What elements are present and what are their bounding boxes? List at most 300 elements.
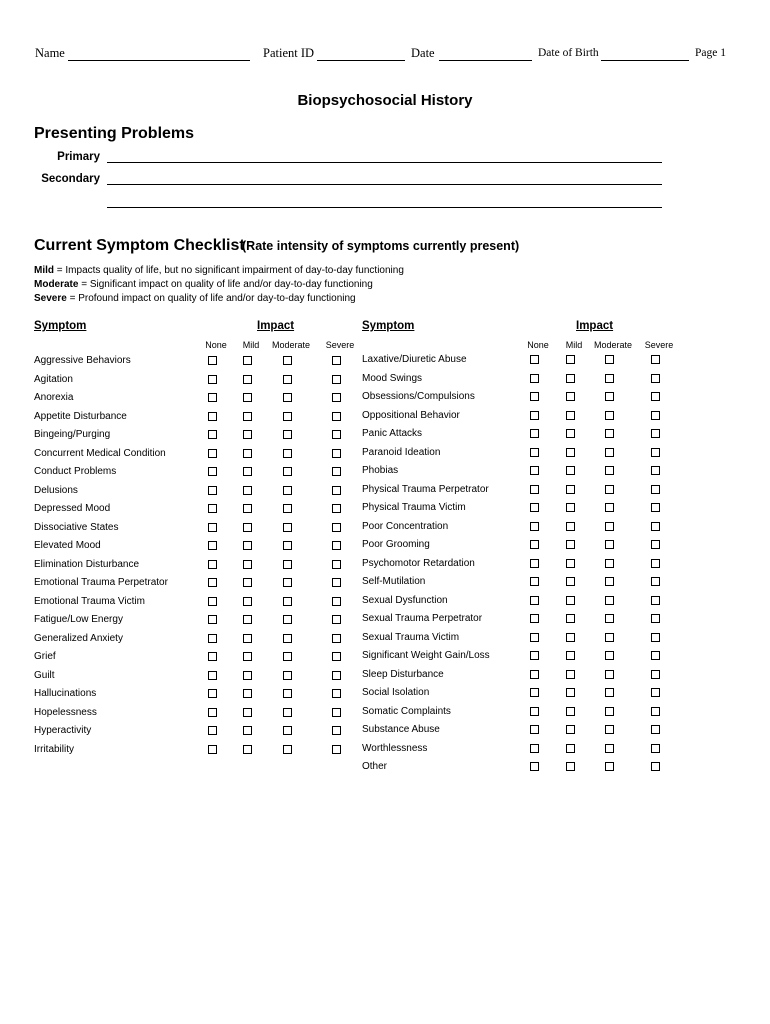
checkbox-none[interactable] — [208, 412, 217, 421]
checkbox-none[interactable] — [208, 375, 217, 384]
impact-level-left-1: Mild — [242, 340, 260, 350]
checkbox-mild[interactable] — [243, 486, 252, 495]
symptom-label: Delusions — [34, 484, 78, 496]
checkbox-moderate[interactable] — [283, 689, 292, 698]
checkbox-mild[interactable] — [243, 560, 252, 569]
checkbox-none[interactable] — [530, 577, 539, 586]
symptom-label: Elimination Disturbance — [34, 558, 140, 570]
symptom-row — [34, 633, 346, 651]
checkbox-mild[interactable] — [243, 652, 252, 661]
symptom-row — [34, 540, 346, 558]
impact-header-right: Impact — [576, 320, 614, 332]
checkbox-none[interactable] — [208, 597, 217, 606]
symptom-label: Mood Swings — [362, 372, 423, 384]
checkbox-moderate[interactable] — [283, 356, 292, 365]
symptom-row — [362, 650, 665, 668]
checkbox-mild[interactable] — [566, 670, 575, 679]
page-title: Biopsychosocial History — [297, 92, 473, 109]
checkbox-severe[interactable] — [651, 466, 660, 475]
checkbox-none[interactable] — [208, 449, 217, 458]
checkbox-mild[interactable] — [243, 708, 252, 717]
symptom-row — [34, 392, 346, 410]
symptom-row — [34, 725, 346, 743]
checkbox-severe[interactable] — [332, 375, 341, 384]
presenting-problems-heading: Presenting Problems — [34, 125, 195, 142]
symptom-row — [34, 522, 346, 540]
checkbox-mild[interactable] — [243, 726, 252, 735]
symptom-label: Hyperactivity — [34, 725, 92, 736]
checkbox-mild[interactable] — [243, 467, 252, 476]
checkbox-severe[interactable] — [651, 577, 660, 586]
checkbox-moderate[interactable] — [605, 503, 614, 512]
checkbox-mild[interactable] — [243, 578, 252, 587]
checkbox-none[interactable] — [530, 374, 539, 383]
symptom-row — [34, 577, 346, 595]
checkbox-none[interactable] — [208, 745, 217, 754]
checkbox-moderate[interactable] — [283, 671, 292, 680]
checkbox-moderate[interactable] — [605, 540, 614, 549]
checkbox-moderate[interactable] — [605, 374, 614, 383]
symptom-label: Emotional Trauma Perpetrator — [34, 577, 168, 588]
checkbox-mild[interactable] — [566, 392, 575, 401]
symptom-row — [362, 743, 665, 761]
checkbox-mild[interactable] — [566, 503, 575, 512]
checkbox-moderate[interactable] — [605, 466, 614, 475]
checkbox-severe[interactable] — [651, 374, 660, 383]
checkbox-severe[interactable] — [332, 652, 341, 661]
checkbox-mild[interactable] — [243, 597, 252, 606]
checkbox-severe[interactable] — [332, 504, 341, 513]
checklist-heading: Current Symptom Checklist — [34, 237, 245, 254]
checkbox-severe[interactable] — [651, 448, 660, 457]
symptom-row — [34, 466, 346, 484]
checkbox-severe[interactable] — [332, 578, 341, 587]
checkbox-none[interactable] — [530, 448, 539, 457]
symptom-row — [362, 632, 665, 650]
symptom-label: Concurrent Medical Condition — [34, 447, 166, 459]
symptom-row — [362, 391, 665, 409]
checkbox-severe[interactable] — [332, 615, 341, 624]
checkbox-severe[interactable] — [332, 430, 341, 439]
checkbox-none[interactable] — [208, 726, 217, 735]
checkbox-mild[interactable] — [566, 559, 575, 568]
symptom-label: Obsessions/Compulsions — [362, 391, 475, 402]
dob-label: Date of Birth — [538, 47, 599, 59]
symptom-label: Laxative/Diuretic Abuse — [362, 354, 467, 365]
checkbox-severe[interactable] — [332, 708, 341, 717]
symptom-label: Phobias — [362, 465, 399, 476]
symptom-row — [362, 687, 665, 705]
checkbox-moderate[interactable] — [283, 504, 292, 513]
checkbox-severe[interactable] — [651, 429, 660, 438]
checkbox-none[interactable] — [530, 633, 539, 642]
checkbox-severe[interactable] — [651, 392, 660, 401]
checkbox-none[interactable] — [208, 486, 217, 495]
checkbox-none[interactable] — [208, 689, 217, 698]
checkbox-mild[interactable] — [243, 615, 252, 624]
symptom-row — [34, 559, 346, 577]
checkbox-moderate[interactable] — [283, 652, 292, 661]
checkbox-moderate[interactable] — [605, 633, 614, 642]
symptom-label: Psychomotor Retardation — [362, 557, 475, 569]
symptom-label: Bingeing/Purging — [34, 429, 111, 440]
checkbox-severe[interactable] — [651, 485, 660, 494]
symptom-row — [362, 761, 665, 779]
checkbox-severe[interactable] — [651, 670, 660, 679]
checkbox-severe[interactable] — [651, 651, 660, 660]
checkbox-moderate[interactable] — [283, 467, 292, 476]
checkbox-severe[interactable] — [332, 541, 341, 550]
checkbox-severe[interactable] — [332, 671, 341, 680]
symptom-row — [362, 502, 665, 520]
checkbox-severe[interactable] — [332, 745, 341, 754]
checkbox-mild[interactable] — [566, 614, 575, 623]
form-header — [35, 46, 730, 64]
secondary-field-continued[interactable] — [107, 207, 662, 208]
checkbox-moderate[interactable] — [605, 559, 614, 568]
symptom-label: Other — [362, 761, 388, 772]
impact-level-right-1: Mild — [565, 340, 583, 350]
symptom-label: Elevated Mood — [34, 540, 101, 551]
checkbox-mild[interactable] — [243, 671, 252, 680]
checkbox-mild[interactable] — [243, 375, 252, 384]
symptom-row — [362, 465, 665, 483]
checkbox-severe[interactable] — [332, 486, 341, 495]
symptom-label: Sexual Dysfunction — [362, 594, 448, 606]
checkbox-mild[interactable] — [566, 429, 575, 438]
checkbox-moderate[interactable] — [605, 725, 614, 734]
symptom-label: Sexual Trauma Perpetrator — [362, 613, 483, 624]
checkbox-mild[interactable] — [566, 522, 575, 531]
checkbox-none[interactable] — [208, 541, 217, 550]
checkbox-severe[interactable] — [651, 355, 660, 364]
checkbox-none[interactable] — [208, 467, 217, 476]
checkbox-none[interactable] — [208, 356, 217, 365]
symptom-label: Grief — [34, 651, 56, 662]
checkbox-mild[interactable] — [566, 466, 575, 475]
symptom-label: Hallucinations — [34, 688, 97, 699]
checkbox-none[interactable] — [530, 725, 539, 734]
checkbox-severe[interactable] — [332, 560, 341, 569]
checkbox-none[interactable] — [530, 744, 539, 753]
checkbox-severe[interactable] — [332, 726, 341, 735]
checkbox-moderate[interactable] — [283, 578, 292, 587]
checkbox-moderate[interactable] — [283, 375, 292, 384]
checkbox-none[interactable] — [530, 503, 539, 512]
checkbox-moderate[interactable] — [605, 411, 614, 420]
symptom-row — [362, 484, 665, 502]
checkbox-mild[interactable] — [566, 725, 575, 734]
checkbox-mild[interactable] — [243, 541, 252, 550]
symptom-row — [362, 576, 665, 594]
checkbox-none[interactable] — [208, 560, 217, 569]
checkbox-none[interactable] — [208, 615, 217, 624]
secondary-field[interactable] — [107, 184, 662, 185]
symptom-label: Generalized Anxiety — [34, 632, 123, 644]
symptom-row — [34, 688, 346, 706]
symptom-row — [34, 614, 346, 632]
checkbox-mild[interactable] — [243, 504, 252, 513]
impact-level-left-3: Severe — [325, 340, 355, 350]
checkbox-none[interactable] — [530, 651, 539, 660]
checkbox-moderate[interactable] — [605, 614, 614, 623]
symptom-row — [34, 503, 346, 521]
symptom-label: Aggressive Behaviors — [34, 355, 131, 366]
symptom-row — [362, 428, 665, 446]
checkbox-none[interactable] — [208, 634, 217, 643]
checkbox-severe[interactable] — [651, 522, 660, 531]
checkbox-severe[interactable] — [651, 503, 660, 512]
checkbox-mild[interactable] — [566, 485, 575, 494]
checkbox-severe[interactable] — [651, 614, 660, 623]
checkbox-moderate[interactable] — [283, 393, 292, 402]
checkbox-moderate[interactable] — [283, 523, 292, 532]
symptom-row — [362, 669, 665, 687]
checkbox-none[interactable] — [530, 707, 539, 716]
checkbox-mild[interactable] — [243, 689, 252, 698]
checkbox-mild[interactable] — [566, 596, 575, 605]
checkbox-severe[interactable] — [332, 412, 341, 421]
symptom-label: Paranoid Ideation — [362, 446, 441, 458]
checkbox-severe[interactable] — [651, 688, 660, 697]
secondary-label: Secondary — [41, 173, 100, 185]
checklist-subheading: (Rate intensity of symptoms currently present) — [242, 239, 520, 253]
checkbox-moderate[interactable] — [283, 726, 292, 735]
symptom-header-right: Symptom — [362, 320, 415, 332]
checkbox-moderate[interactable] — [605, 448, 614, 457]
checkbox-mild[interactable] — [566, 448, 575, 457]
symptom-row — [34, 374, 346, 392]
checkbox-none[interactable] — [208, 652, 217, 661]
checkbox-mild[interactable] — [566, 688, 575, 697]
checkbox-moderate[interactable] — [605, 577, 614, 586]
checkbox-none[interactable] — [530, 392, 539, 401]
checkbox-severe[interactable] — [332, 449, 341, 458]
patient-id-field[interactable] — [317, 60, 405, 61]
checkbox-moderate[interactable] — [605, 688, 614, 697]
checkbox-none[interactable] — [530, 762, 539, 771]
checkbox-mild[interactable] — [243, 634, 252, 643]
checkbox-none[interactable] — [530, 596, 539, 605]
symptom-row — [34, 670, 346, 688]
checkbox-moderate[interactable] — [605, 355, 614, 364]
checkbox-mild[interactable] — [566, 374, 575, 383]
symptom-label: Irritability — [34, 743, 75, 755]
symptom-label: Emotional Trauma Victim — [34, 595, 145, 607]
impact-level-right-3: Severe — [644, 340, 674, 350]
checkbox-mild[interactable] — [243, 745, 252, 754]
date-field[interactable] — [439, 60, 532, 61]
symptom-row — [34, 411, 346, 429]
checkbox-moderate[interactable] — [283, 430, 292, 439]
checkbox-severe[interactable] — [651, 540, 660, 549]
checkbox-moderate[interactable] — [283, 708, 292, 717]
checkbox-severe[interactable] — [651, 596, 660, 605]
checkbox-mild[interactable] — [566, 651, 575, 660]
definition-severe: Severe = Profound impact on quality of life and/or day-to-day functioning — [34, 293, 356, 304]
symptom-row — [34, 707, 346, 725]
checkbox-moderate[interactable] — [283, 560, 292, 569]
checkbox-none[interactable] — [530, 466, 539, 475]
checkbox-mild[interactable] — [566, 540, 575, 549]
checkbox-mild[interactable] — [566, 707, 575, 716]
checkbox-moderate[interactable] — [605, 651, 614, 660]
checkbox-severe[interactable] — [651, 707, 660, 716]
checkbox-moderate[interactable] — [605, 670, 614, 679]
symptom-label: Agitation — [34, 373, 73, 385]
symptom-label: Poor Grooming — [362, 539, 430, 550]
impact-header-left: Impact — [257, 320, 295, 332]
symptom-row — [34, 651, 346, 669]
checkbox-moderate[interactable] — [605, 762, 614, 771]
symptom-row — [362, 558, 665, 576]
checkbox-moderate[interactable] — [605, 707, 614, 716]
patient-id-label: Patient ID — [263, 46, 315, 60]
checkbox-none[interactable] — [530, 429, 539, 438]
symptom-label: Anorexia — [34, 392, 74, 403]
checkbox-none[interactable] — [530, 688, 539, 697]
symptom-row — [362, 373, 665, 391]
symptom-label: Significant Weight Gain/Loss — [362, 650, 490, 661]
checkbox-none[interactable] — [208, 523, 217, 532]
symptom-row — [34, 429, 346, 447]
symptom-label: Physical Trauma Victim — [362, 502, 466, 513]
checkbox-moderate[interactable] — [283, 412, 292, 421]
checkbox-moderate[interactable] — [283, 745, 292, 754]
symptom-label: Physical Trauma Perpetrator — [362, 483, 489, 495]
checkbox-moderate[interactable] — [283, 615, 292, 624]
impact-level-left-0: None — [205, 340, 227, 350]
checkbox-severe[interactable] — [332, 634, 341, 643]
checkbox-none[interactable] — [208, 504, 217, 513]
symptom-row — [362, 613, 665, 631]
symptom-label: Oppositional Behavior — [362, 409, 460, 421]
checkbox-severe[interactable] — [651, 725, 660, 734]
checkbox-none[interactable] — [208, 430, 217, 439]
checkbox-severe[interactable] — [332, 523, 341, 532]
symptom-row — [362, 354, 665, 372]
symptom-row — [362, 447, 665, 465]
date-label: Date — [411, 46, 435, 60]
symptom-label: Worthlessness — [362, 742, 428, 754]
checkbox-moderate[interactable] — [605, 429, 614, 438]
symptom-row — [362, 521, 665, 539]
name-label: Name — [35, 46, 65, 60]
symptom-header-left: Symptom — [34, 320, 87, 332]
checkbox-moderate[interactable] — [605, 522, 614, 531]
symptom-label: Dissociative States — [34, 521, 119, 533]
checkbox-severe[interactable] — [332, 356, 341, 365]
symptom-label: Sexual Trauma Victim — [362, 631, 460, 643]
checkbox-none[interactable] — [208, 671, 217, 680]
checkbox-severe[interactable] — [651, 744, 660, 753]
symptom-label: Sleep Disturbance — [362, 668, 444, 680]
symptom-row — [362, 539, 665, 557]
checkbox-mild[interactable] — [243, 393, 252, 402]
checkbox-severe[interactable] — [332, 393, 341, 402]
definition-mild: Mild = Impacts quality of life, but no significant impairment of day-to-day functioning — [34, 265, 404, 276]
checkbox-none[interactable] — [208, 578, 217, 587]
symptom-label: Somatic Complaints — [362, 705, 451, 717]
symptom-row — [34, 355, 346, 373]
symptom-row — [362, 724, 665, 742]
checkbox-severe[interactable] — [332, 689, 341, 698]
checkbox-moderate[interactable] — [605, 596, 614, 605]
symptom-row — [34, 485, 346, 503]
checkbox-none[interactable] — [530, 540, 539, 549]
checkbox-none[interactable] — [530, 411, 539, 420]
checkbox-mild[interactable] — [243, 412, 252, 421]
symptom-row — [362, 410, 665, 428]
checkbox-mild[interactable] — [243, 449, 252, 458]
symptom-row — [362, 595, 665, 613]
symptom-label: Panic Attacks — [362, 428, 423, 439]
impact-level-right-0: None — [527, 340, 549, 350]
checkbox-none[interactable] — [208, 708, 217, 717]
symptom-label: Poor Concentration — [362, 520, 449, 532]
checkbox-mild[interactable] — [566, 633, 575, 642]
symptom-label: Self-Mutilation — [362, 576, 426, 587]
symptom-label: Fatigue/Low Energy — [34, 614, 123, 625]
checkbox-moderate[interactable] — [605, 744, 614, 753]
checkbox-moderate[interactable] — [605, 392, 614, 401]
checkbox-mild[interactable] — [243, 356, 252, 365]
checkbox-severe[interactable] — [332, 467, 341, 476]
checkbox-moderate[interactable] — [283, 486, 292, 495]
checkbox-mild[interactable] — [243, 523, 252, 532]
symptom-label: Depressed Mood — [34, 503, 111, 514]
checkbox-severe[interactable] — [651, 633, 660, 642]
checkbox-severe[interactable] — [651, 411, 660, 420]
checkbox-none[interactable] — [530, 670, 539, 679]
checkbox-moderate[interactable] — [283, 541, 292, 550]
checkbox-severe[interactable] — [651, 762, 660, 771]
checkbox-mild[interactable] — [566, 744, 575, 753]
symptom-label: Social Isolation — [362, 687, 430, 698]
checkbox-none[interactable] — [530, 355, 539, 364]
checkbox-moderate[interactable] — [283, 634, 292, 643]
impact-level-left-2: Moderate — [271, 340, 311, 350]
checkbox-mild[interactable] — [243, 430, 252, 439]
checkbox-moderate[interactable] — [283, 449, 292, 458]
symptom-label: Conduct Problems — [34, 466, 117, 477]
checkbox-severe[interactable] — [651, 559, 660, 568]
checkbox-none[interactable] — [530, 559, 539, 568]
checkbox-none[interactable] — [530, 614, 539, 623]
dob-field[interactable] — [601, 60, 689, 61]
checkbox-mild[interactable] — [566, 762, 575, 771]
primary-label: Primary — [57, 151, 100, 163]
checkbox-mild[interactable] — [566, 355, 575, 364]
checkbox-none[interactable] — [208, 393, 217, 402]
checkbox-mild[interactable] — [566, 411, 575, 420]
definition-moderate: Moderate = Significant impact on quality of life and/or day-to-day functioning — [34, 279, 373, 290]
symptom-label: Hopelessness — [34, 706, 97, 718]
checkbox-none[interactable] — [530, 522, 539, 531]
checkbox-mild[interactable] — [566, 577, 575, 586]
symptom-label: Guilt — [34, 669, 55, 681]
checkbox-moderate[interactable] — [283, 597, 292, 606]
checkbox-moderate[interactable] — [605, 485, 614, 494]
checkbox-severe[interactable] — [332, 597, 341, 606]
symptom-row — [362, 706, 665, 724]
symptom-row — [34, 744, 346, 762]
symptom-row — [34, 596, 346, 614]
name-field[interactable] — [68, 60, 250, 61]
page-number: Page 1 — [695, 47, 726, 59]
checkbox-none[interactable] — [530, 485, 539, 494]
primary-field[interactable] — [107, 162, 662, 163]
